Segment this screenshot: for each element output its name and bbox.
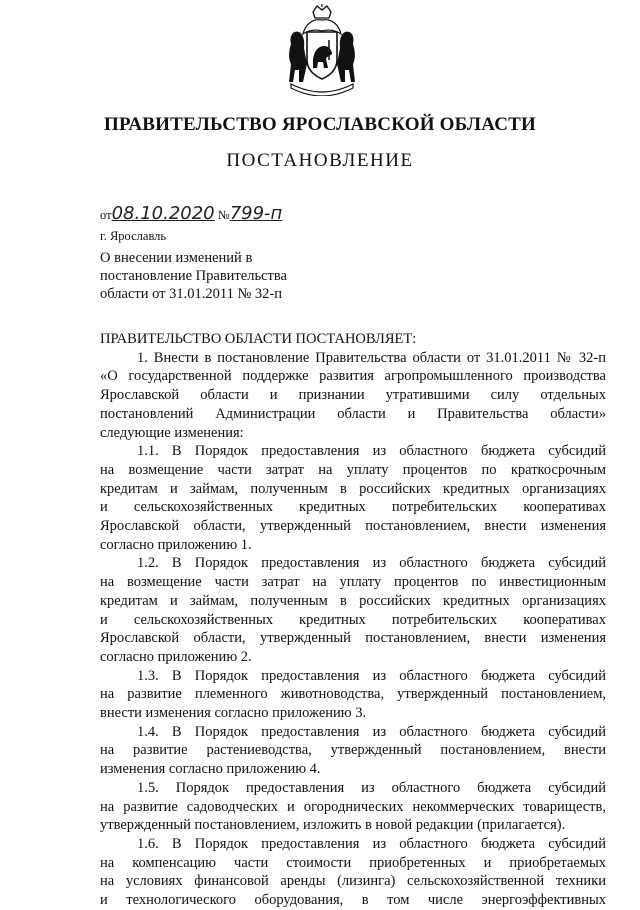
body-line: на развитие растениеводства, утвержденный постановлением, внести	[100, 742, 606, 759]
body-line: согласно приложению 2.	[100, 648, 252, 665]
body-line: на возмещение части затрат на уплату процентов по инвестиционным	[100, 574, 606, 591]
city: г. Ярославль	[100, 229, 167, 243]
body-line: 1.4. В Порядок предоставления из областного бюджета субсидий	[137, 723, 606, 740]
body-line: 1. Внести в постановление Правительства области от 31.01.2011 № 32-п	[137, 349, 606, 366]
body-line: утвержденный постановлением, изложить в новой редакции (прилагается).	[100, 817, 566, 834]
document-body	[100, 330, 606, 910]
subject-line: О внесении изменений в	[100, 250, 253, 266]
registration-line	[100, 203, 282, 224]
body-line: и технологического оборудования, в том числе энергоэффективных	[100, 892, 606, 909]
body-line: и сельскохозяйственных кредитных потребительских кооперативах	[100, 611, 606, 628]
organization-title: ПРАВИТЕЛЬСТВО ЯРОСЛАВСКОЙ ОБЛАСТИ	[104, 114, 536, 135]
body-line: изменения согласно приложению 4.	[100, 761, 321, 778]
body-line: кредитам и займам, полученным в российских кредитных организациях	[100, 480, 606, 497]
subject-line: области от 31.01.2011 № 32-п	[100, 286, 283, 302]
body-line: на развитие садоводческих и огороднических некоммерческих товариществ,	[100, 798, 606, 815]
body-line: 1.5. Порядок предоставления из областного бюджета субсидий	[137, 779, 606, 796]
body-line: 1.3. В Порядок предоставления из областного бюджета субсидий	[137, 667, 606, 684]
coat-of-arms-emblem	[283, 4, 361, 96]
subject-line: постановление Правительства	[100, 268, 287, 284]
document-date: 08.10.2020	[111, 203, 215, 224]
body-line: постановлений Администрации области и Правительства области»	[100, 405, 606, 422]
document-subject	[100, 249, 287, 303]
body-line: на развитие племенного животноводства, утвержденный постановлением,	[100, 686, 606, 703]
body-line: Ярославской области и признании утратившими силу отдельных	[100, 387, 606, 404]
body-line: Ярославской области, утвержденный постановлением, внести изменения	[100, 630, 606, 647]
body-line: Ярославской области, утвержденный постановлением, внести изменения	[100, 518, 606, 535]
body-line: кредитам и займам, полученным в российских кредитных организациях	[100, 592, 606, 609]
body-line: ПРАВИТЕЛЬСТВО ОБЛАСТИ ПОСТАНОВЛЯЕТ:	[100, 331, 417, 347]
body-line: внести изменения согласно приложению 3.	[100, 705, 367, 722]
body-line: согласно приложению 1.	[100, 536, 252, 553]
body-line: следующие изменения:	[100, 424, 244, 441]
document-type: ПОСТАНОВЛЕНИЕ	[226, 150, 414, 171]
body-line: 1.1. В Порядок предоставления из областного бюджета субсидий	[137, 443, 606, 460]
date-prefix: от	[100, 208, 112, 222]
body-line: «О государственной поддержке развития агропромышленного производства	[100, 368, 606, 385]
document-number: 799-п	[229, 203, 283, 224]
body-line: 1.2. В Порядок предоставления из областного бюджета субсидий	[137, 555, 606, 572]
number-sign: №	[217, 208, 230, 222]
body-line: и сельскохозяйственных кредитных потребительских кооперативах	[100, 499, 606, 516]
body-line: на условиях финансовой аренды (лизинга) сельскохозяйственной техники	[100, 873, 606, 890]
body-line: на возмещение части затрат на уплату процентов по краткосрочным	[100, 461, 606, 478]
body-line: 1.6. В Порядок предоставления из областного бюджета субсидий	[137, 835, 606, 852]
body-line: на компенсацию части стоимости приобретенных и приобретаемых	[100, 854, 606, 871]
